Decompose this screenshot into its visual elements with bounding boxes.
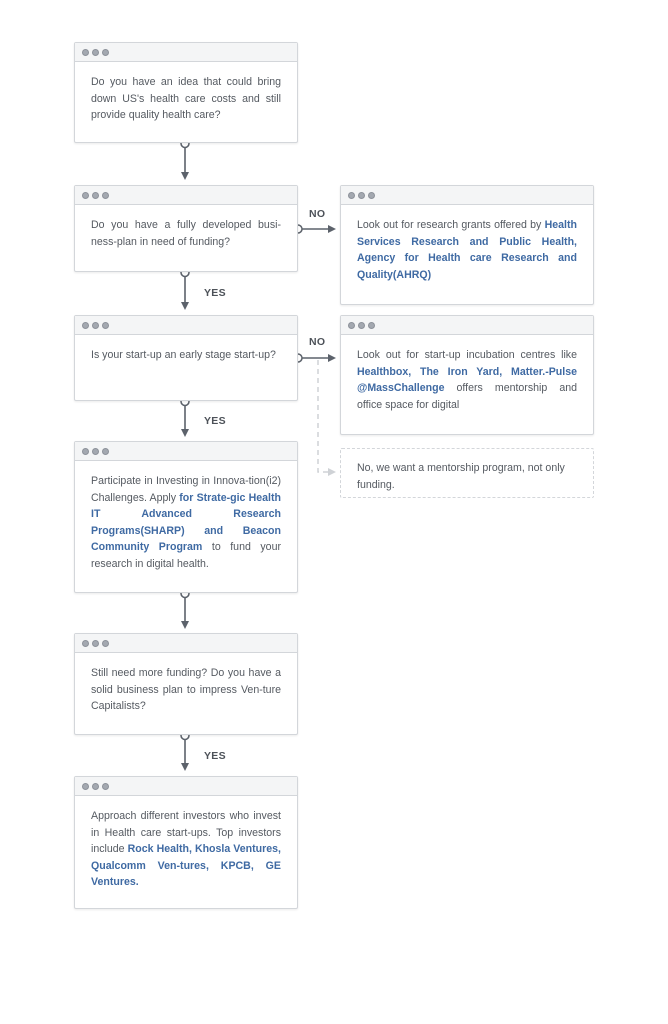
incubation-text-outro: offers mentorship and office space for digital [357, 382, 577, 411]
window-dot-icon [92, 322, 99, 329]
window-controls [75, 634, 297, 653]
window-controls [341, 316, 593, 335]
window-controls [341, 186, 593, 205]
connector-s2-s3 [181, 269, 189, 309]
window-dot-icon [92, 640, 99, 647]
step-early-stage-card [74, 315, 298, 401]
window-dot-icon [102, 322, 109, 329]
sharp-beacon-link[interactable]: for Strate-gic Health IT Advanced Research Programs(SHARP) and Beacon Community Program [91, 491, 281, 554]
window-dot-icon [102, 192, 109, 199]
investors-link[interactable]: Rock Health, Khosla Ventures, Qualcomm Ven-tures, KPCB, GE Ventures. [91, 843, 281, 889]
step-investors-text [75, 796, 297, 891]
window-dot-icon [82, 448, 89, 455]
connector-s2-grants [294, 225, 334, 233]
yes-label-early-stage: YES [204, 415, 226, 427]
grants-text [341, 205, 593, 283]
step-business-plan-card [74, 185, 298, 272]
step-i2-challenge-card [74, 441, 298, 593]
incubation-text [341, 335, 593, 413]
window-dot-icon [82, 640, 89, 647]
window-controls [75, 442, 297, 461]
connector-s5-s6 [181, 732, 189, 770]
step-i2-text-intro: Participate in Investing in Innova-tion(i2) Challenges. Apply [91, 475, 281, 504]
no-label-business-plan: NO [309, 208, 326, 220]
incubation-text-intro: Look out for start-up incubation centres like [357, 349, 577, 361]
window-dot-icon [348, 192, 355, 199]
window-dot-icon [92, 49, 99, 56]
yes-label-more-funding: YES [204, 750, 226, 762]
window-controls [75, 43, 297, 62]
no-label-early-stage: NO [309, 336, 326, 348]
window-controls [75, 777, 297, 796]
step-more-funding-card [74, 633, 298, 735]
incubation-card [340, 315, 594, 435]
window-controls [75, 316, 297, 335]
window-dot-icon [102, 783, 109, 790]
connector-s3-s4 [181, 398, 189, 436]
window-dot-icon [92, 448, 99, 455]
window-dot-icon [82, 322, 89, 329]
window-dot-icon [92, 192, 99, 199]
window-dot-icon [102, 640, 109, 647]
window-dot-icon [102, 448, 109, 455]
step-investors-card [74, 776, 298, 909]
window-dot-icon [348, 322, 355, 329]
step-business-plan-text: Do you have a fully developed busi-ness-plan in need of funding? [91, 219, 281, 248]
step-idea-text: Do you have an idea that could bring down US's health care costs and still provide quality health care? [91, 76, 281, 122]
incubation-link[interactable]: Healthbox, The Iron Yard, Matter.-Pulse @MassChallenge [357, 365, 577, 395]
window-dot-icon [102, 49, 109, 56]
connector-s4-s5 [181, 590, 189, 628]
connector-s3-incubation [294, 354, 334, 362]
connector-s1-s2 [181, 140, 189, 179]
mentorship-card [340, 448, 594, 498]
yes-label-business-plan: YES [204, 287, 226, 299]
window-dot-icon [82, 783, 89, 790]
window-controls [75, 186, 297, 205]
grants-card [340, 185, 594, 305]
window-dot-icon [368, 192, 375, 199]
window-dot-icon [92, 783, 99, 790]
window-dot-icon [358, 322, 365, 329]
step-i2-challenge-text [75, 461, 297, 573]
step-investors-text-intro: Approach different investors who invest in Health care start-ups. Top investors include [91, 810, 281, 856]
step-early-stage-text: Is your start-up an early stage start-up? [91, 349, 276, 361]
grants-link[interactable]: Health Services Research and Public Health, Agency for Health care Research and Quality(AHRQ) [357, 219, 577, 281]
connector-dashed-mentorship [318, 360, 334, 472]
window-dot-icon [368, 322, 375, 329]
mentorship-text: No, we want a mentorship program, not only funding. [357, 462, 565, 491]
step-idea-card [74, 42, 298, 143]
window-dot-icon [82, 49, 89, 56]
step-i2-text-outro: to fund your research in digital health. [91, 541, 281, 570]
window-dot-icon [82, 192, 89, 199]
window-dot-icon [358, 192, 365, 199]
grants-text-intro: Look out for research grants offered by [357, 219, 545, 231]
step-more-funding-text: Still need more funding? Do you have a solid business plan to impress Ven-ture Capitalists? [91, 667, 281, 713]
